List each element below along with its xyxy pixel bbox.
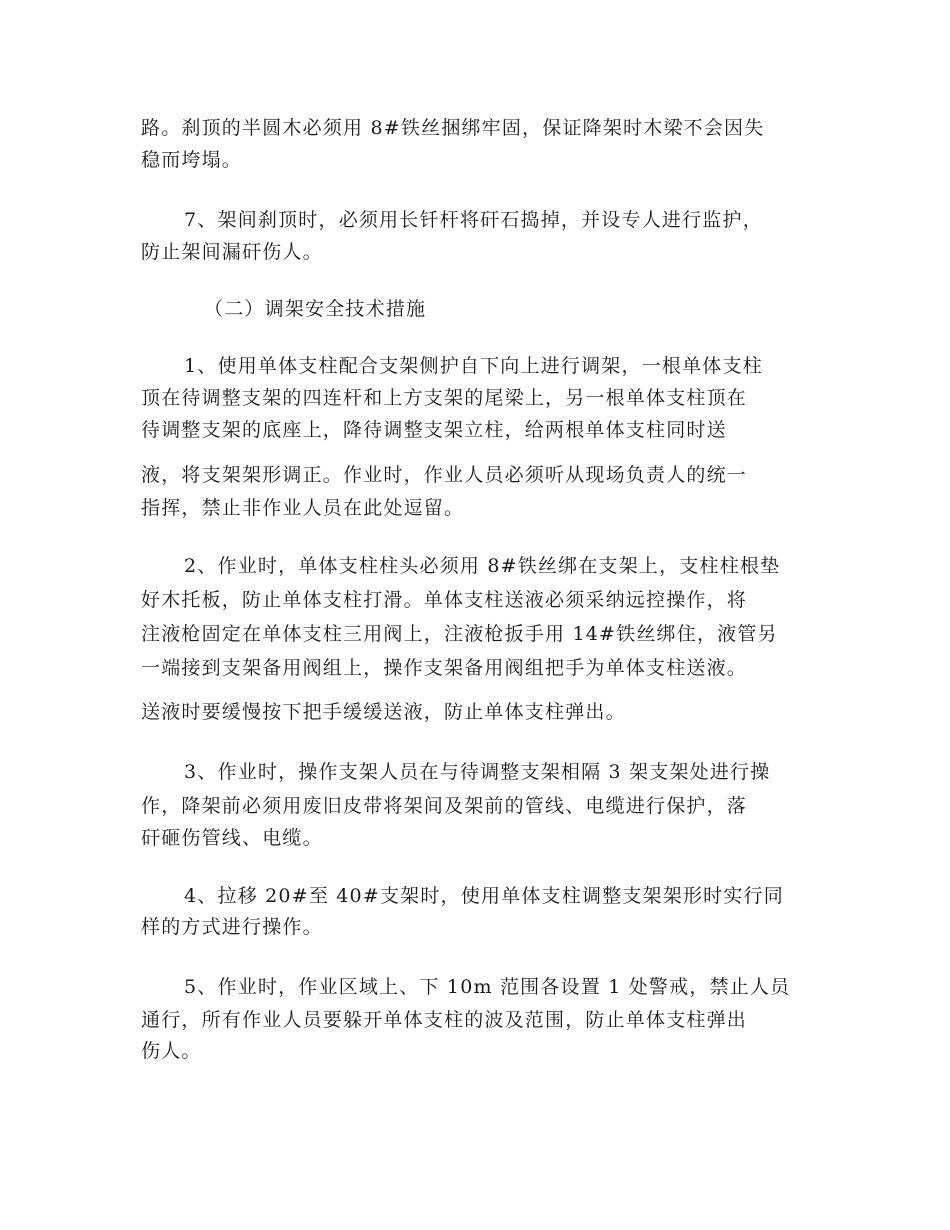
paragraph-line: 样的方式进行操作。 bbox=[141, 916, 323, 938]
section-heading: （二）调架安全技术措施 bbox=[204, 298, 427, 320]
paragraph-line: 3、作业时，操作支架人员在与待调整支架相隔 3 架支架处进行操 bbox=[184, 761, 771, 783]
paragraph-line: 液，将支架架形调正。作业时，作业人员必须听从现场负责人的统一 bbox=[141, 464, 748, 486]
paragraph-line: 1、使用单体支柱配合支架侧护自下向上进行调架，一根单体支柱 bbox=[184, 355, 763, 377]
paragraph-line: 送液时要缓慢按下把手缓缓送液，防止单体支柱弹出。 bbox=[141, 701, 626, 723]
paragraph-line: 顶在待调整支架的四连杆和上方支架的尾梁上，另一根单体支柱顶在 bbox=[141, 387, 748, 409]
paragraph-line: 一端接到支架备用阀组上，操作支架备用阀组把手为单体支柱送液。 bbox=[141, 657, 748, 679]
paragraph-line: 通行，所有作业人员要躲开单体支柱的波及范围，防止单体支柱弹出 bbox=[141, 1009, 748, 1031]
paragraph-line: 防止架间漏矸伤人。 bbox=[141, 241, 323, 263]
paragraph-line: 4、拉移 20#至 40#支架时，使用单体支柱调整支架架形时实行同 bbox=[184, 885, 784, 907]
paragraph-line: 指挥，禁止非作业人员在此处逗留。 bbox=[141, 497, 465, 519]
paragraph-line: 5、作业时，作业区域上、下 10m 范围各设置 1 处警戒，禁止人员 bbox=[184, 976, 791, 998]
paragraph-line: 7、架间刹顶时，必须用长钎杆将矸石捣掉，并设专人进行监护， bbox=[184, 209, 763, 231]
paragraph-line: 2、作业时，单体支柱柱头必须用 8#铁丝绑在支架上，支柱柱根垫 bbox=[184, 555, 781, 577]
paragraph-line: 待调整支架的底座上，降待调整支架立柱，给两根单体支柱同时送 bbox=[141, 419, 727, 441]
paragraph-line: 伤人。 bbox=[141, 1040, 202, 1062]
paragraph-line: 路。刹顶的半圆木必须用 8#铁丝捆绑牢固，保证降架时木梁不会因失 bbox=[141, 117, 765, 139]
paragraph-line: 注液枪固定在单体支柱三用阀上，注液枪扳手用 14#铁丝绑住，液管另 bbox=[141, 623, 778, 645]
paragraph-line: 作，降架前必须用废旧皮带将架间及架前的管线、电缆进行保护，落 bbox=[141, 795, 748, 817]
paragraph-line: 矸砸伤管线、电缆。 bbox=[141, 827, 323, 849]
paragraph-line: 好木托板，防止单体支柱打滑。单体支柱送液必须采纳远控操作，将 bbox=[141, 589, 748, 611]
paragraph-line: 稳而垮塌。 bbox=[141, 149, 243, 171]
